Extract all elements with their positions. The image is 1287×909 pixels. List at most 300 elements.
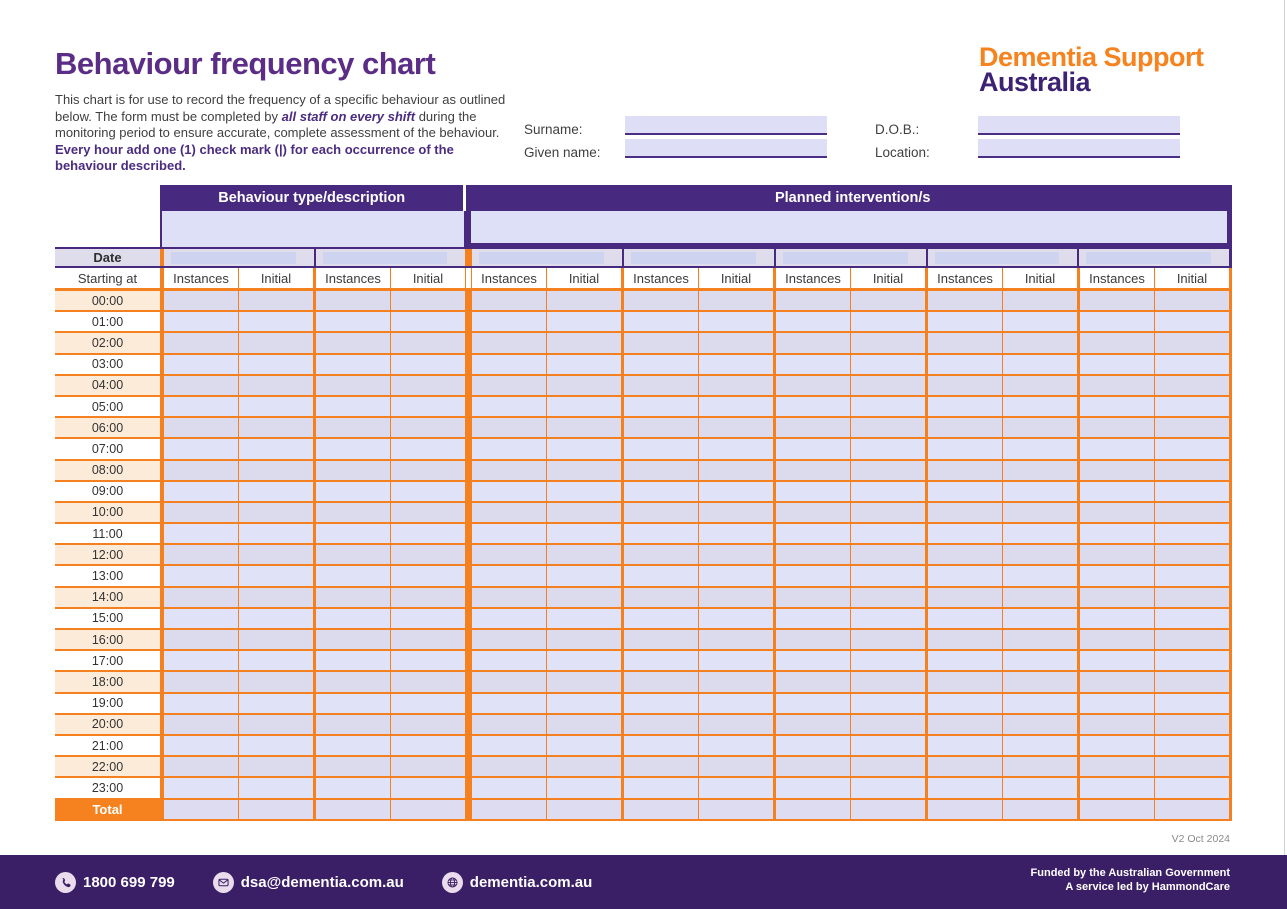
initial-cell[interactable] bbox=[546, 651, 621, 670]
instances-cell[interactable] bbox=[928, 461, 1002, 480]
instances-cell[interactable] bbox=[316, 461, 390, 480]
instances-cell[interactable] bbox=[1080, 736, 1154, 755]
initial-cell[interactable] bbox=[698, 397, 773, 416]
instances-cell[interactable] bbox=[624, 439, 698, 458]
instances-cell[interactable] bbox=[316, 651, 390, 670]
initial-cell[interactable] bbox=[238, 630, 313, 649]
initial-cell[interactable] bbox=[238, 291, 313, 310]
initial-cell[interactable] bbox=[698, 524, 773, 543]
instances-cell[interactable] bbox=[928, 503, 1002, 522]
instances-cell[interactable] bbox=[928, 630, 1002, 649]
instances-cell[interactable] bbox=[776, 651, 850, 670]
instances-cell[interactable] bbox=[1080, 333, 1154, 352]
instances-cell[interactable] bbox=[624, 355, 698, 374]
instances-cell[interactable] bbox=[316, 291, 390, 310]
initial-cell[interactable] bbox=[1002, 439, 1077, 458]
initial-cell[interactable] bbox=[390, 800, 465, 819]
instances-cell[interactable] bbox=[776, 609, 850, 628]
initial-cell[interactable] bbox=[1002, 333, 1077, 352]
initial-cell[interactable] bbox=[850, 482, 925, 501]
instances-cell[interactable] bbox=[316, 545, 390, 564]
date-input[interactable] bbox=[323, 252, 448, 264]
initial-cell[interactable] bbox=[390, 545, 465, 564]
initial-cell[interactable] bbox=[390, 418, 465, 437]
initial-cell[interactable] bbox=[390, 312, 465, 331]
instances-cell[interactable] bbox=[164, 355, 238, 374]
instances-cell[interactable] bbox=[776, 694, 850, 713]
instances-cell[interactable] bbox=[624, 482, 698, 501]
instances-cell[interactable] bbox=[928, 588, 1002, 607]
initial-cell[interactable] bbox=[1154, 736, 1229, 755]
initial-cell[interactable] bbox=[698, 694, 773, 713]
instances-cell[interactable] bbox=[472, 609, 546, 628]
initial-cell[interactable] bbox=[1154, 800, 1229, 819]
initial-cell[interactable] bbox=[1002, 651, 1077, 670]
initial-cell[interactable] bbox=[546, 630, 621, 649]
initial-cell[interactable] bbox=[1002, 482, 1077, 501]
instances-cell[interactable] bbox=[164, 333, 238, 352]
instances-cell[interactable] bbox=[928, 482, 1002, 501]
initial-cell[interactable] bbox=[390, 609, 465, 628]
initial-cell[interactable] bbox=[238, 609, 313, 628]
instances-cell[interactable] bbox=[1080, 778, 1154, 797]
initial-cell[interactable] bbox=[390, 651, 465, 670]
website-contact[interactable] bbox=[442, 872, 593, 893]
initial-cell[interactable] bbox=[238, 757, 313, 776]
initial-cell[interactable] bbox=[698, 503, 773, 522]
instances-cell[interactable] bbox=[164, 609, 238, 628]
initial-cell[interactable] bbox=[698, 778, 773, 797]
date-input[interactable] bbox=[935, 252, 1060, 264]
initial-cell[interactable] bbox=[546, 524, 621, 543]
instances-cell[interactable] bbox=[472, 736, 546, 755]
instances-cell[interactable] bbox=[624, 800, 698, 819]
instances-cell[interactable] bbox=[928, 672, 1002, 691]
initial-cell[interactable] bbox=[1154, 482, 1229, 501]
instances-cell[interactable] bbox=[928, 312, 1002, 331]
instances-cell[interactable] bbox=[776, 736, 850, 755]
initial-cell[interactable] bbox=[1002, 397, 1077, 416]
initial-cell[interactable] bbox=[238, 778, 313, 797]
instances-cell[interactable] bbox=[316, 778, 390, 797]
initial-cell[interactable] bbox=[698, 566, 773, 585]
instances-cell[interactable] bbox=[928, 694, 1002, 713]
instances-cell[interactable] bbox=[928, 524, 1002, 543]
instances-cell[interactable] bbox=[776, 545, 850, 564]
instances-cell[interactable] bbox=[472, 545, 546, 564]
instances-cell[interactable] bbox=[316, 312, 390, 331]
initial-cell[interactable] bbox=[698, 312, 773, 331]
initial-cell[interactable] bbox=[1002, 588, 1077, 607]
instances-cell[interactable] bbox=[624, 545, 698, 564]
instances-cell[interactable] bbox=[624, 461, 698, 480]
initial-cell[interactable] bbox=[546, 694, 621, 713]
instances-cell[interactable] bbox=[776, 418, 850, 437]
initial-cell[interactable] bbox=[1154, 545, 1229, 564]
instances-cell[interactable] bbox=[1080, 694, 1154, 713]
instances-cell[interactable] bbox=[1080, 524, 1154, 543]
date-input[interactable] bbox=[783, 252, 908, 264]
initial-cell[interactable] bbox=[698, 609, 773, 628]
initial-cell[interactable] bbox=[546, 588, 621, 607]
instances-cell[interactable] bbox=[472, 418, 546, 437]
instances-cell[interactable] bbox=[164, 503, 238, 522]
instances-cell[interactable] bbox=[316, 566, 390, 585]
initial-cell[interactable] bbox=[850, 651, 925, 670]
initial-cell[interactable] bbox=[238, 482, 313, 501]
initial-cell[interactable] bbox=[1002, 778, 1077, 797]
instances-cell[interactable] bbox=[164, 439, 238, 458]
initial-cell[interactable] bbox=[1154, 778, 1229, 797]
initial-cell[interactable] bbox=[850, 461, 925, 480]
instances-cell[interactable] bbox=[624, 736, 698, 755]
instances-cell[interactable] bbox=[928, 651, 1002, 670]
initial-cell[interactable] bbox=[1002, 715, 1077, 734]
instances-cell[interactable] bbox=[776, 524, 850, 543]
instances-cell[interactable] bbox=[776, 672, 850, 691]
initial-cell[interactable] bbox=[546, 800, 621, 819]
surname-input[interactable] bbox=[625, 116, 827, 135]
initial-cell[interactable] bbox=[238, 397, 313, 416]
initial-cell[interactable] bbox=[546, 715, 621, 734]
initial-cell[interactable] bbox=[1002, 312, 1077, 331]
instances-cell[interactable] bbox=[776, 630, 850, 649]
behaviour-description-input[interactable] bbox=[160, 211, 464, 247]
email-contact[interactable] bbox=[213, 872, 404, 893]
instances-cell[interactable] bbox=[472, 333, 546, 352]
instances-cell[interactable] bbox=[164, 545, 238, 564]
initial-cell[interactable] bbox=[238, 588, 313, 607]
instances-cell[interactable] bbox=[316, 715, 390, 734]
initial-cell[interactable] bbox=[390, 333, 465, 352]
instances-cell[interactable] bbox=[164, 397, 238, 416]
initial-cell[interactable] bbox=[698, 461, 773, 480]
initial-cell[interactable] bbox=[1154, 312, 1229, 331]
instances-cell[interactable] bbox=[928, 609, 1002, 628]
instances-cell[interactable] bbox=[928, 376, 1002, 395]
initial-cell[interactable] bbox=[1154, 566, 1229, 585]
instances-cell[interactable] bbox=[928, 778, 1002, 797]
instances-cell[interactable] bbox=[928, 736, 1002, 755]
instances-cell[interactable] bbox=[776, 312, 850, 331]
initial-cell[interactable] bbox=[390, 566, 465, 585]
initial-cell[interactable] bbox=[1002, 545, 1077, 564]
initial-cell[interactable] bbox=[850, 397, 925, 416]
initial-cell[interactable] bbox=[850, 757, 925, 776]
initial-cell[interactable] bbox=[1154, 609, 1229, 628]
initial-cell[interactable] bbox=[1002, 418, 1077, 437]
instances-cell[interactable] bbox=[1080, 461, 1154, 480]
initial-cell[interactable] bbox=[698, 439, 773, 458]
initial-cell[interactable] bbox=[1154, 672, 1229, 691]
initial-cell[interactable] bbox=[1154, 694, 1229, 713]
instances-cell[interactable] bbox=[164, 461, 238, 480]
initial-cell[interactable] bbox=[390, 694, 465, 713]
initial-cell[interactable] bbox=[850, 418, 925, 437]
instances-cell[interactable] bbox=[316, 630, 390, 649]
instances-cell[interactable] bbox=[624, 672, 698, 691]
initial-cell[interactable] bbox=[850, 588, 925, 607]
instances-cell[interactable] bbox=[472, 757, 546, 776]
planned-intervention-input[interactable] bbox=[471, 211, 1227, 243]
initial-cell[interactable] bbox=[1002, 376, 1077, 395]
instances-cell[interactable] bbox=[624, 566, 698, 585]
instances-cell[interactable] bbox=[776, 461, 850, 480]
initial-cell[interactable] bbox=[238, 333, 313, 352]
instances-cell[interactable] bbox=[472, 524, 546, 543]
instances-cell[interactable] bbox=[776, 715, 850, 734]
initial-cell[interactable] bbox=[1002, 609, 1077, 628]
instances-cell[interactable] bbox=[776, 376, 850, 395]
instances-cell[interactable] bbox=[316, 609, 390, 628]
instances-cell[interactable] bbox=[472, 715, 546, 734]
instances-cell[interactable] bbox=[624, 503, 698, 522]
initial-cell[interactable] bbox=[850, 672, 925, 691]
initial-cell[interactable] bbox=[1154, 588, 1229, 607]
instances-cell[interactable] bbox=[1080, 291, 1154, 310]
instances-cell[interactable] bbox=[164, 778, 238, 797]
instances-cell[interactable] bbox=[316, 736, 390, 755]
initial-cell[interactable] bbox=[390, 630, 465, 649]
instances-cell[interactable] bbox=[776, 333, 850, 352]
initial-cell[interactable] bbox=[546, 503, 621, 522]
instances-cell[interactable] bbox=[1080, 312, 1154, 331]
instances-cell[interactable] bbox=[776, 291, 850, 310]
initial-cell[interactable] bbox=[390, 524, 465, 543]
instances-cell[interactable] bbox=[164, 715, 238, 734]
initial-cell[interactable] bbox=[1002, 503, 1077, 522]
initial-cell[interactable] bbox=[390, 757, 465, 776]
instances-cell[interactable] bbox=[316, 376, 390, 395]
initial-cell[interactable] bbox=[546, 482, 621, 501]
initial-cell[interactable] bbox=[850, 778, 925, 797]
instances-cell[interactable] bbox=[164, 694, 238, 713]
initial-cell[interactable] bbox=[390, 588, 465, 607]
instances-cell[interactable] bbox=[624, 333, 698, 352]
instances-cell[interactable] bbox=[776, 439, 850, 458]
initial-cell[interactable] bbox=[390, 461, 465, 480]
instances-cell[interactable] bbox=[1080, 397, 1154, 416]
initial-cell[interactable] bbox=[238, 461, 313, 480]
initial-cell[interactable] bbox=[390, 355, 465, 374]
initial-cell[interactable] bbox=[238, 651, 313, 670]
instances-cell[interactable] bbox=[316, 397, 390, 416]
initial-cell[interactable] bbox=[546, 355, 621, 374]
instances-cell[interactable] bbox=[776, 757, 850, 776]
instances-cell[interactable] bbox=[472, 694, 546, 713]
instances-cell[interactable] bbox=[472, 482, 546, 501]
instances-cell[interactable] bbox=[472, 355, 546, 374]
initial-cell[interactable] bbox=[698, 482, 773, 501]
instances-cell[interactable] bbox=[164, 736, 238, 755]
initial-cell[interactable] bbox=[546, 672, 621, 691]
initial-cell[interactable] bbox=[698, 545, 773, 564]
instances-cell[interactable] bbox=[164, 524, 238, 543]
initial-cell[interactable] bbox=[698, 376, 773, 395]
instances-cell[interactable] bbox=[928, 355, 1002, 374]
instances-cell[interactable] bbox=[472, 376, 546, 395]
instances-cell[interactable] bbox=[624, 588, 698, 607]
initial-cell[interactable] bbox=[546, 461, 621, 480]
instances-cell[interactable] bbox=[1080, 715, 1154, 734]
instances-cell[interactable] bbox=[776, 397, 850, 416]
instances-cell[interactable] bbox=[472, 312, 546, 331]
instances-cell[interactable] bbox=[472, 291, 546, 310]
initial-cell[interactable] bbox=[238, 715, 313, 734]
initial-cell[interactable] bbox=[850, 376, 925, 395]
initial-cell[interactable] bbox=[1154, 439, 1229, 458]
instances-cell[interactable] bbox=[164, 482, 238, 501]
initial-cell[interactable] bbox=[238, 800, 313, 819]
instances-cell[interactable] bbox=[928, 800, 1002, 819]
given-name-input[interactable] bbox=[625, 139, 827, 158]
initial-cell[interactable] bbox=[238, 439, 313, 458]
instances-cell[interactable] bbox=[472, 672, 546, 691]
initial-cell[interactable] bbox=[1154, 503, 1229, 522]
instances-cell[interactable] bbox=[624, 418, 698, 437]
initial-cell[interactable] bbox=[698, 588, 773, 607]
instances-cell[interactable] bbox=[164, 672, 238, 691]
instances-cell[interactable] bbox=[1080, 800, 1154, 819]
instances-cell[interactable] bbox=[776, 588, 850, 607]
initial-cell[interactable] bbox=[238, 312, 313, 331]
initial-cell[interactable] bbox=[390, 376, 465, 395]
initial-cell[interactable] bbox=[1154, 630, 1229, 649]
initial-cell[interactable] bbox=[698, 333, 773, 352]
initial-cell[interactable] bbox=[546, 418, 621, 437]
initial-cell[interactable] bbox=[1002, 694, 1077, 713]
initial-cell[interactable] bbox=[238, 376, 313, 395]
initial-cell[interactable] bbox=[546, 376, 621, 395]
initial-cell[interactable] bbox=[1002, 757, 1077, 776]
instances-cell[interactable] bbox=[776, 778, 850, 797]
initial-cell[interactable] bbox=[1154, 651, 1229, 670]
initial-cell[interactable] bbox=[1002, 461, 1077, 480]
instances-cell[interactable] bbox=[164, 312, 238, 331]
instances-cell[interactable] bbox=[776, 482, 850, 501]
initial-cell[interactable] bbox=[850, 545, 925, 564]
initial-cell[interactable] bbox=[546, 609, 621, 628]
initial-cell[interactable] bbox=[546, 757, 621, 776]
initial-cell[interactable] bbox=[850, 291, 925, 310]
initial-cell[interactable] bbox=[698, 736, 773, 755]
initial-cell[interactable] bbox=[850, 800, 925, 819]
initial-cell[interactable] bbox=[850, 630, 925, 649]
instances-cell[interactable] bbox=[316, 333, 390, 352]
instances-cell[interactable] bbox=[472, 778, 546, 797]
initial-cell[interactable] bbox=[1154, 418, 1229, 437]
initial-cell[interactable] bbox=[698, 800, 773, 819]
instances-cell[interactable] bbox=[1080, 545, 1154, 564]
instances-cell[interactable] bbox=[472, 503, 546, 522]
date-input[interactable] bbox=[479, 252, 604, 264]
initial-cell[interactable] bbox=[698, 418, 773, 437]
initial-cell[interactable] bbox=[238, 566, 313, 585]
instances-cell[interactable] bbox=[624, 630, 698, 649]
instances-cell[interactable] bbox=[1080, 376, 1154, 395]
instances-cell[interactable] bbox=[928, 545, 1002, 564]
initial-cell[interactable] bbox=[1002, 736, 1077, 755]
initial-cell[interactable] bbox=[850, 333, 925, 352]
initial-cell[interactable] bbox=[1002, 630, 1077, 649]
instances-cell[interactable] bbox=[472, 566, 546, 585]
date-input[interactable] bbox=[171, 252, 296, 264]
instances-cell[interactable] bbox=[472, 651, 546, 670]
initial-cell[interactable] bbox=[1154, 715, 1229, 734]
instances-cell[interactable] bbox=[316, 588, 390, 607]
initial-cell[interactable] bbox=[1002, 291, 1077, 310]
phone-contact[interactable] bbox=[55, 872, 175, 893]
initial-cell[interactable] bbox=[1002, 800, 1077, 819]
initial-cell[interactable] bbox=[390, 482, 465, 501]
initial-cell[interactable] bbox=[390, 503, 465, 522]
instances-cell[interactable] bbox=[164, 566, 238, 585]
instances-cell[interactable] bbox=[164, 757, 238, 776]
instances-cell[interactable] bbox=[776, 503, 850, 522]
date-input[interactable] bbox=[631, 252, 756, 264]
instances-cell[interactable] bbox=[316, 503, 390, 522]
initial-cell[interactable] bbox=[698, 291, 773, 310]
instances-cell[interactable] bbox=[624, 312, 698, 331]
instances-cell[interactable] bbox=[1080, 439, 1154, 458]
initial-cell[interactable] bbox=[238, 503, 313, 522]
instances-cell[interactable] bbox=[1080, 418, 1154, 437]
instances-cell[interactable] bbox=[776, 355, 850, 374]
initial-cell[interactable] bbox=[238, 736, 313, 755]
initial-cell[interactable] bbox=[850, 312, 925, 331]
initial-cell[interactable] bbox=[1154, 376, 1229, 395]
initial-cell[interactable] bbox=[390, 397, 465, 416]
initial-cell[interactable] bbox=[850, 524, 925, 543]
initial-cell[interactable] bbox=[1154, 461, 1229, 480]
instances-cell[interactable] bbox=[1080, 482, 1154, 501]
initial-cell[interactable] bbox=[390, 736, 465, 755]
instances-cell[interactable] bbox=[624, 715, 698, 734]
instances-cell[interactable] bbox=[928, 333, 1002, 352]
dob-input[interactable] bbox=[978, 116, 1180, 135]
initial-cell[interactable] bbox=[238, 694, 313, 713]
initial-cell[interactable] bbox=[698, 651, 773, 670]
instances-cell[interactable] bbox=[624, 778, 698, 797]
initial-cell[interactable] bbox=[546, 397, 621, 416]
initial-cell[interactable] bbox=[546, 439, 621, 458]
instances-cell[interactable] bbox=[624, 757, 698, 776]
instances-cell[interactable] bbox=[624, 651, 698, 670]
instances-cell[interactable] bbox=[928, 566, 1002, 585]
instances-cell[interactable] bbox=[472, 800, 546, 819]
instances-cell[interactable] bbox=[472, 439, 546, 458]
instances-cell[interactable] bbox=[1080, 566, 1154, 585]
initial-cell[interactable] bbox=[390, 778, 465, 797]
instances-cell[interactable] bbox=[776, 566, 850, 585]
initial-cell[interactable] bbox=[1154, 524, 1229, 543]
date-input[interactable] bbox=[1086, 252, 1211, 264]
instances-cell[interactable] bbox=[1080, 757, 1154, 776]
instances-cell[interactable] bbox=[472, 397, 546, 416]
instances-cell[interactable] bbox=[1080, 609, 1154, 628]
initial-cell[interactable] bbox=[390, 291, 465, 310]
instances-cell[interactable] bbox=[164, 291, 238, 310]
instances-cell[interactable] bbox=[164, 588, 238, 607]
initial-cell[interactable] bbox=[1154, 333, 1229, 352]
initial-cell[interactable] bbox=[1154, 355, 1229, 374]
initial-cell[interactable] bbox=[546, 736, 621, 755]
initial-cell[interactable] bbox=[546, 291, 621, 310]
initial-cell[interactable] bbox=[1154, 397, 1229, 416]
initial-cell[interactable] bbox=[238, 418, 313, 437]
instances-cell[interactable] bbox=[316, 672, 390, 691]
initial-cell[interactable] bbox=[238, 672, 313, 691]
